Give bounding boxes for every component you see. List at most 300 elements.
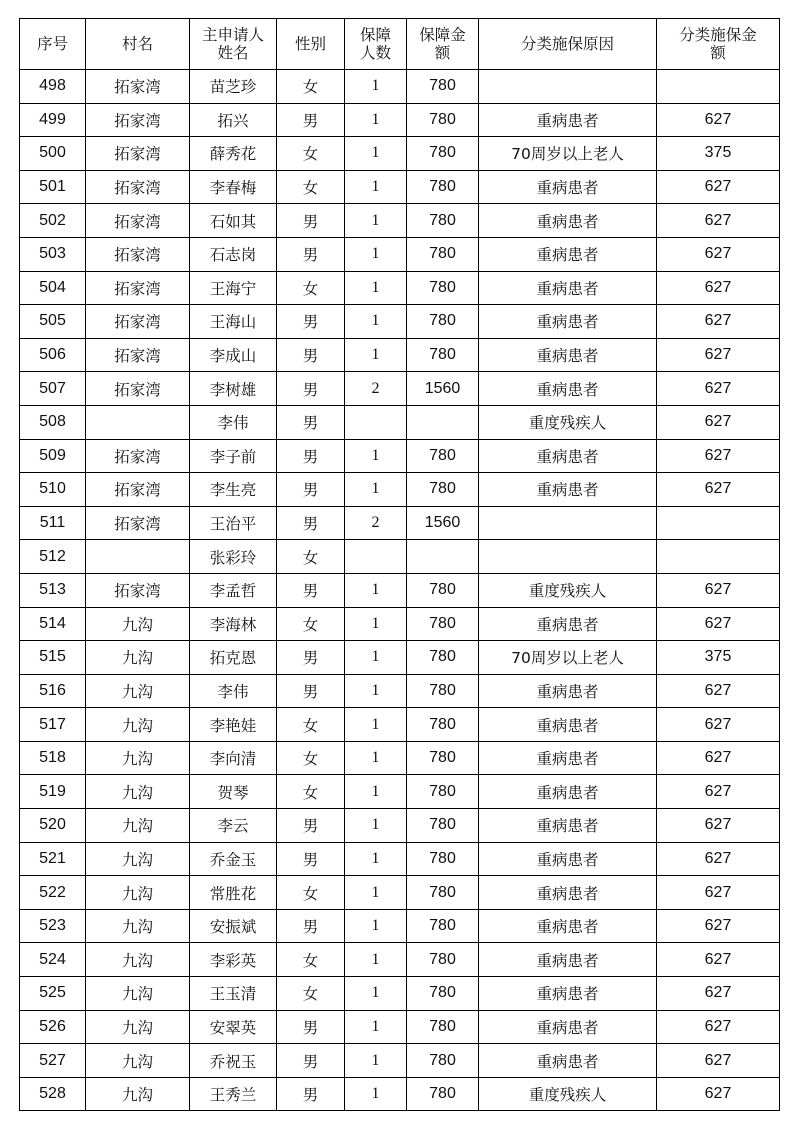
cell-village: 拓家湾 bbox=[86, 305, 190, 339]
cell-persons: 1 bbox=[345, 909, 407, 943]
header-amount-line1: 保障金 bbox=[419, 26, 466, 44]
cell-persons: 1 bbox=[345, 70, 407, 104]
cell-seq: 526 bbox=[20, 1010, 86, 1044]
cell-reason: 重病患者 bbox=[479, 607, 657, 641]
cell-persons: 2 bbox=[345, 506, 407, 540]
cell-seq: 510 bbox=[20, 473, 86, 507]
cell-reason: 重病患者 bbox=[479, 909, 657, 943]
cell-class-amount bbox=[657, 70, 780, 104]
cell-reason: 重病患者 bbox=[479, 1044, 657, 1078]
cell-seq: 513 bbox=[20, 573, 86, 607]
cell-reason: 重病患者 bbox=[479, 977, 657, 1011]
cell-reason: 70周岁以上老人 bbox=[479, 137, 657, 171]
table-row bbox=[20, 708, 780, 742]
table-row bbox=[20, 103, 780, 137]
cell-applicant-name: 李树雄 bbox=[190, 372, 277, 406]
table-row bbox=[20, 607, 780, 641]
cell-gender: 男 bbox=[277, 909, 345, 943]
cell-village: 九沟 bbox=[86, 977, 190, 1011]
cell-applicant-name: 李成山 bbox=[190, 338, 277, 372]
cell-gender: 男 bbox=[277, 473, 345, 507]
cell-gender: 女 bbox=[277, 540, 345, 574]
cell-village: 九沟 bbox=[86, 909, 190, 943]
cell-village: 拓家湾 bbox=[86, 506, 190, 540]
cell-persons: 1 bbox=[345, 439, 407, 473]
cell-persons: 1 bbox=[345, 103, 407, 137]
cell-gender: 男 bbox=[277, 641, 345, 675]
cell-village: 拓家湾 bbox=[86, 103, 190, 137]
cell-seq: 520 bbox=[20, 809, 86, 843]
cell-applicant-name: 王秀兰 bbox=[190, 1077, 277, 1111]
cell-persons: 1 bbox=[345, 775, 407, 809]
cell-village: 拓家湾 bbox=[86, 338, 190, 372]
cell-village: 九沟 bbox=[86, 1010, 190, 1044]
cell-village: 拓家湾 bbox=[86, 271, 190, 305]
cell-amount: 780 bbox=[407, 674, 479, 708]
header-applicant-line1: 主申请人 bbox=[201, 26, 264, 44]
cell-persons: 1 bbox=[345, 204, 407, 238]
cell-seq: 515 bbox=[20, 641, 86, 675]
cell-village: 拓家湾 bbox=[86, 204, 190, 238]
table-row bbox=[20, 204, 780, 238]
header-class-amount-line2: 额 bbox=[710, 44, 726, 62]
cell-village: 九沟 bbox=[86, 607, 190, 641]
cell-seq: 527 bbox=[20, 1044, 86, 1078]
cell-gender: 女 bbox=[277, 876, 345, 910]
cell-village: 九沟 bbox=[86, 741, 190, 775]
cell-gender: 男 bbox=[277, 103, 345, 137]
cell-reason: 重度残疾人 bbox=[479, 1077, 657, 1111]
cell-gender: 男 bbox=[277, 1077, 345, 1111]
cell-amount: 780 bbox=[407, 170, 479, 204]
cell-gender: 男 bbox=[277, 338, 345, 372]
header-amount bbox=[407, 19, 479, 70]
cell-applicant-name: 拓克恩 bbox=[190, 641, 277, 675]
cell-amount: 780 bbox=[407, 338, 479, 372]
cell-class-amount: 627 bbox=[657, 1077, 780, 1111]
cell-village: 九沟 bbox=[86, 876, 190, 910]
cell-applicant-name: 李生亮 bbox=[190, 473, 277, 507]
cell-reason: 重病患者 bbox=[479, 876, 657, 910]
cell-class-amount: 627 bbox=[657, 405, 780, 439]
cell-class-amount: 627 bbox=[657, 741, 780, 775]
table-row bbox=[20, 305, 780, 339]
cell-class-amount: 627 bbox=[657, 876, 780, 910]
cell-persons: 1 bbox=[345, 876, 407, 910]
cell-amount bbox=[407, 540, 479, 574]
cell-class-amount: 627 bbox=[657, 439, 780, 473]
cell-reason: 重病患者 bbox=[479, 305, 657, 339]
cell-seq: 509 bbox=[20, 439, 86, 473]
cell-persons: 1 bbox=[345, 607, 407, 641]
cell-gender: 男 bbox=[277, 305, 345, 339]
cell-class-amount: 627 bbox=[657, 103, 780, 137]
cell-gender: 女 bbox=[277, 977, 345, 1011]
cell-class-amount: 627 bbox=[657, 305, 780, 339]
header-gender bbox=[277, 19, 345, 70]
cell-seq: 501 bbox=[20, 170, 86, 204]
cell-applicant-name: 常胜花 bbox=[190, 876, 277, 910]
cell-applicant-name: 李海林 bbox=[190, 607, 277, 641]
cell-gender: 女 bbox=[277, 943, 345, 977]
cell-amount: 780 bbox=[407, 1010, 479, 1044]
cell-amount: 780 bbox=[407, 573, 479, 607]
table-row bbox=[20, 137, 780, 171]
cell-seq: 498 bbox=[20, 70, 86, 104]
cell-village: 九沟 bbox=[86, 943, 190, 977]
table-row bbox=[20, 842, 780, 876]
cell-persons: 1 bbox=[345, 708, 407, 742]
cell-applicant-name: 乔金玉 bbox=[190, 842, 277, 876]
table-row bbox=[20, 1077, 780, 1111]
cell-persons: 2 bbox=[345, 372, 407, 406]
cell-village bbox=[86, 540, 190, 574]
cell-amount: 780 bbox=[407, 70, 479, 104]
header-gender-label: 性别 bbox=[294, 35, 326, 53]
cell-amount: 780 bbox=[407, 237, 479, 271]
cell-applicant-name: 张彩玲 bbox=[190, 540, 277, 574]
cell-village: 拓家湾 bbox=[86, 473, 190, 507]
cell-seq: 519 bbox=[20, 775, 86, 809]
cell-reason: 重病患者 bbox=[479, 271, 657, 305]
cell-reason: 重病患者 bbox=[479, 170, 657, 204]
cell-village: 拓家湾 bbox=[86, 439, 190, 473]
cell-amount: 780 bbox=[407, 943, 479, 977]
table-row bbox=[20, 641, 780, 675]
table-row bbox=[20, 909, 780, 943]
cell-reason: 重病患者 bbox=[479, 708, 657, 742]
table-row bbox=[20, 439, 780, 473]
cell-persons: 1 bbox=[345, 1044, 407, 1078]
cell-applicant-name: 苗芝珍 bbox=[190, 70, 277, 104]
cell-class-amount: 627 bbox=[657, 775, 780, 809]
cell-village: 九沟 bbox=[86, 1044, 190, 1078]
cell-gender: 女 bbox=[277, 607, 345, 641]
table-row bbox=[20, 741, 780, 775]
cell-reason: 重病患者 bbox=[479, 809, 657, 843]
cell-seq: 516 bbox=[20, 674, 86, 708]
cell-seq: 508 bbox=[20, 405, 86, 439]
cell-persons: 1 bbox=[345, 338, 407, 372]
cell-persons: 1 bbox=[345, 977, 407, 1011]
cell-applicant-name: 李彩英 bbox=[190, 943, 277, 977]
cell-gender: 男 bbox=[277, 674, 345, 708]
cell-amount: 780 bbox=[407, 775, 479, 809]
cell-village: 九沟 bbox=[86, 1077, 190, 1111]
table-row bbox=[20, 1010, 780, 1044]
cell-amount: 780 bbox=[407, 305, 479, 339]
cell-amount: 780 bbox=[407, 809, 479, 843]
cell-persons: 1 bbox=[345, 809, 407, 843]
cell-class-amount: 627 bbox=[657, 338, 780, 372]
cell-applicant-name: 李艳娃 bbox=[190, 708, 277, 742]
cell-village: 九沟 bbox=[86, 674, 190, 708]
cell-class-amount bbox=[657, 540, 780, 574]
header-reason bbox=[479, 19, 657, 70]
cell-village bbox=[86, 405, 190, 439]
cell-village: 九沟 bbox=[86, 641, 190, 675]
cell-village: 拓家湾 bbox=[86, 573, 190, 607]
cell-gender: 男 bbox=[277, 842, 345, 876]
cell-persons: 1 bbox=[345, 741, 407, 775]
cell-village: 九沟 bbox=[86, 842, 190, 876]
cell-persons: 1 bbox=[345, 473, 407, 507]
cell-amount: 780 bbox=[407, 876, 479, 910]
cell-gender: 男 bbox=[277, 506, 345, 540]
cell-class-amount: 627 bbox=[657, 674, 780, 708]
cell-reason: 重病患者 bbox=[479, 775, 657, 809]
table-row bbox=[20, 506, 780, 540]
cell-applicant-name: 李云 bbox=[190, 809, 277, 843]
cell-applicant-name: 乔祝玉 bbox=[190, 1044, 277, 1078]
cell-applicant-name: 石如其 bbox=[190, 204, 277, 238]
cell-applicant-name: 王治平 bbox=[190, 506, 277, 540]
cell-amount: 780 bbox=[407, 103, 479, 137]
cell-gender: 女 bbox=[277, 70, 345, 104]
cell-applicant-name: 贺琴 bbox=[190, 775, 277, 809]
cell-gender: 女 bbox=[277, 708, 345, 742]
cell-gender: 男 bbox=[277, 573, 345, 607]
cell-seq: 522 bbox=[20, 876, 86, 910]
cell-village: 拓家湾 bbox=[86, 70, 190, 104]
header-seq bbox=[20, 19, 86, 70]
cell-persons: 1 bbox=[345, 137, 407, 171]
cell-class-amount: 627 bbox=[657, 943, 780, 977]
cell-class-amount: 627 bbox=[657, 977, 780, 1011]
cell-gender: 男 bbox=[277, 372, 345, 406]
cell-persons bbox=[345, 405, 407, 439]
cell-persons: 1 bbox=[345, 271, 407, 305]
cell-seq: 517 bbox=[20, 708, 86, 742]
cell-class-amount: 627 bbox=[657, 708, 780, 742]
cell-reason: 重病患者 bbox=[479, 103, 657, 137]
cell-persons: 1 bbox=[345, 842, 407, 876]
cell-seq: 499 bbox=[20, 103, 86, 137]
cell-seq: 514 bbox=[20, 607, 86, 641]
cell-gender: 男 bbox=[277, 405, 345, 439]
cell-village: 拓家湾 bbox=[86, 372, 190, 406]
cell-village: 拓家湾 bbox=[86, 137, 190, 171]
table-row bbox=[20, 338, 780, 372]
cell-applicant-name: 王玉清 bbox=[190, 977, 277, 1011]
cell-class-amount: 375 bbox=[657, 641, 780, 675]
cell-reason: 重病患者 bbox=[479, 439, 657, 473]
cell-reason bbox=[479, 506, 657, 540]
table-row bbox=[20, 674, 780, 708]
cell-amount: 780 bbox=[407, 271, 479, 305]
cell-class-amount: 627 bbox=[657, 204, 780, 238]
cell-applicant-name: 王海山 bbox=[190, 305, 277, 339]
cell-gender: 男 bbox=[277, 204, 345, 238]
cell-class-amount: 627 bbox=[657, 607, 780, 641]
cell-seq: 521 bbox=[20, 842, 86, 876]
cell-reason: 重病患者 bbox=[479, 674, 657, 708]
cell-applicant-name: 拓兴 bbox=[190, 103, 277, 137]
table-row bbox=[20, 405, 780, 439]
table-body bbox=[20, 70, 780, 1111]
cell-seq: 504 bbox=[20, 271, 86, 305]
cell-village: 九沟 bbox=[86, 775, 190, 809]
cell-reason bbox=[479, 540, 657, 574]
cell-village: 九沟 bbox=[86, 809, 190, 843]
header-village bbox=[86, 19, 190, 70]
cell-gender: 女 bbox=[277, 137, 345, 171]
header-amount-line2: 额 bbox=[434, 44, 451, 62]
cell-amount: 780 bbox=[407, 708, 479, 742]
cell-village: 九沟 bbox=[86, 708, 190, 742]
cell-amount: 780 bbox=[407, 204, 479, 238]
cell-class-amount bbox=[657, 506, 780, 540]
cell-persons: 1 bbox=[345, 1010, 407, 1044]
cell-class-amount: 375 bbox=[657, 137, 780, 171]
cell-applicant-name: 李孟哲 bbox=[190, 573, 277, 607]
table-row bbox=[20, 809, 780, 843]
cell-class-amount: 627 bbox=[657, 237, 780, 271]
cell-reason: 重病患者 bbox=[479, 943, 657, 977]
cell-class-amount: 627 bbox=[657, 1010, 780, 1044]
cell-seq: 524 bbox=[20, 943, 86, 977]
cell-reason: 重病患者 bbox=[479, 473, 657, 507]
cell-seq: 500 bbox=[20, 137, 86, 171]
cell-applicant-name: 薛秀花 bbox=[190, 137, 277, 171]
cell-seq: 518 bbox=[20, 741, 86, 775]
cell-class-amount: 627 bbox=[657, 473, 780, 507]
cell-seq: 528 bbox=[20, 1077, 86, 1111]
table-row bbox=[20, 271, 780, 305]
cell-applicant-name: 李向清 bbox=[190, 741, 277, 775]
cell-village: 拓家湾 bbox=[86, 170, 190, 204]
cell-persons: 1 bbox=[345, 237, 407, 271]
cell-class-amount: 627 bbox=[657, 909, 780, 943]
cell-gender: 男 bbox=[277, 1044, 345, 1078]
cell-amount: 780 bbox=[407, 607, 479, 641]
header-persons-line1: 保障 bbox=[359, 26, 391, 44]
cell-applicant-name: 王海宁 bbox=[190, 271, 277, 305]
cell-seq: 511 bbox=[20, 506, 86, 540]
cell-amount: 780 bbox=[407, 842, 479, 876]
cell-seq: 502 bbox=[20, 204, 86, 238]
cell-gender: 女 bbox=[277, 775, 345, 809]
cell-applicant-name: 石志岗 bbox=[190, 237, 277, 271]
cell-class-amount: 627 bbox=[657, 842, 780, 876]
cell-applicant-name: 安翠英 bbox=[190, 1010, 277, 1044]
cell-reason: 70周岁以上老人 bbox=[479, 641, 657, 675]
cell-reason: 重病患者 bbox=[479, 842, 657, 876]
cell-applicant-name: 李伟 bbox=[190, 405, 277, 439]
cell-seq: 505 bbox=[20, 305, 86, 339]
cell-seq: 507 bbox=[20, 372, 86, 406]
cell-amount: 780 bbox=[407, 439, 479, 473]
table-row bbox=[20, 372, 780, 406]
cell-seq: 503 bbox=[20, 237, 86, 271]
cell-reason: 重病患者 bbox=[479, 1010, 657, 1044]
table-row bbox=[20, 977, 780, 1011]
header-applicant-line2: 姓名 bbox=[217, 44, 249, 62]
assistance-table bbox=[19, 18, 780, 1111]
cell-reason: 重病患者 bbox=[479, 741, 657, 775]
header-applicant bbox=[190, 19, 277, 70]
cell-persons: 1 bbox=[345, 943, 407, 977]
cell-reason: 重病患者 bbox=[479, 237, 657, 271]
cell-reason: 重病患者 bbox=[479, 204, 657, 238]
cell-reason bbox=[479, 70, 657, 104]
header-class-amount bbox=[657, 19, 780, 70]
header-class-amount-line1: 分类施保金 bbox=[679, 26, 757, 44]
cell-amount: 780 bbox=[407, 473, 479, 507]
header-row bbox=[20, 19, 780, 70]
cell-persons: 1 bbox=[345, 170, 407, 204]
header-persons bbox=[345, 19, 407, 70]
cell-seq: 523 bbox=[20, 909, 86, 943]
cell-amount: 780 bbox=[407, 1077, 479, 1111]
table-row bbox=[20, 473, 780, 507]
table-row bbox=[20, 70, 780, 104]
cell-gender: 男 bbox=[277, 237, 345, 271]
cell-amount: 780 bbox=[407, 741, 479, 775]
cell-reason: 重度残疾人 bbox=[479, 573, 657, 607]
cell-applicant-name: 安振斌 bbox=[190, 909, 277, 943]
cell-applicant-name: 李春梅 bbox=[190, 170, 277, 204]
cell-applicant-name: 李伟 bbox=[190, 674, 277, 708]
header-seq-label: 序号 bbox=[36, 35, 68, 53]
cell-amount: 780 bbox=[407, 1044, 479, 1078]
cell-seq: 506 bbox=[20, 338, 86, 372]
cell-gender: 女 bbox=[277, 741, 345, 775]
cell-gender: 男 bbox=[277, 439, 345, 473]
cell-amount: 1560 bbox=[407, 372, 479, 406]
header-reason-label: 分类施保原因 bbox=[520, 35, 614, 53]
cell-class-amount: 627 bbox=[657, 372, 780, 406]
cell-reason: 重病患者 bbox=[479, 338, 657, 372]
cell-seq: 525 bbox=[20, 977, 86, 1011]
cell-persons: 1 bbox=[345, 305, 407, 339]
cell-persons bbox=[345, 540, 407, 574]
cell-gender: 男 bbox=[277, 1010, 345, 1044]
cell-amount: 780 bbox=[407, 977, 479, 1011]
cell-persons: 1 bbox=[345, 674, 407, 708]
table-row bbox=[20, 237, 780, 271]
cell-class-amount: 627 bbox=[657, 573, 780, 607]
cell-class-amount: 627 bbox=[657, 809, 780, 843]
cell-gender: 女 bbox=[277, 271, 345, 305]
cell-reason: 重病患者 bbox=[479, 372, 657, 406]
cell-amount bbox=[407, 405, 479, 439]
cell-class-amount: 627 bbox=[657, 1044, 780, 1078]
cell-amount: 780 bbox=[407, 641, 479, 675]
table-row bbox=[20, 943, 780, 977]
header-persons-line2: 人数 bbox=[359, 44, 391, 62]
cell-class-amount: 627 bbox=[657, 170, 780, 204]
table-row bbox=[20, 876, 780, 910]
cell-persons: 1 bbox=[345, 1077, 407, 1111]
cell-persons: 1 bbox=[345, 573, 407, 607]
table-row bbox=[20, 573, 780, 607]
cell-amount: 1560 bbox=[407, 506, 479, 540]
table-row bbox=[20, 775, 780, 809]
table-row bbox=[20, 1044, 780, 1078]
cell-class-amount: 627 bbox=[657, 271, 780, 305]
table-row bbox=[20, 170, 780, 204]
cell-applicant-name: 李子前 bbox=[190, 439, 277, 473]
cell-village: 拓家湾 bbox=[86, 237, 190, 271]
header-village-label: 村名 bbox=[121, 35, 153, 53]
cell-seq: 512 bbox=[20, 540, 86, 574]
cell-gender: 女 bbox=[277, 170, 345, 204]
cell-gender: 男 bbox=[277, 809, 345, 843]
table-row bbox=[20, 540, 780, 574]
cell-amount: 780 bbox=[407, 909, 479, 943]
cell-amount: 780 bbox=[407, 137, 479, 171]
